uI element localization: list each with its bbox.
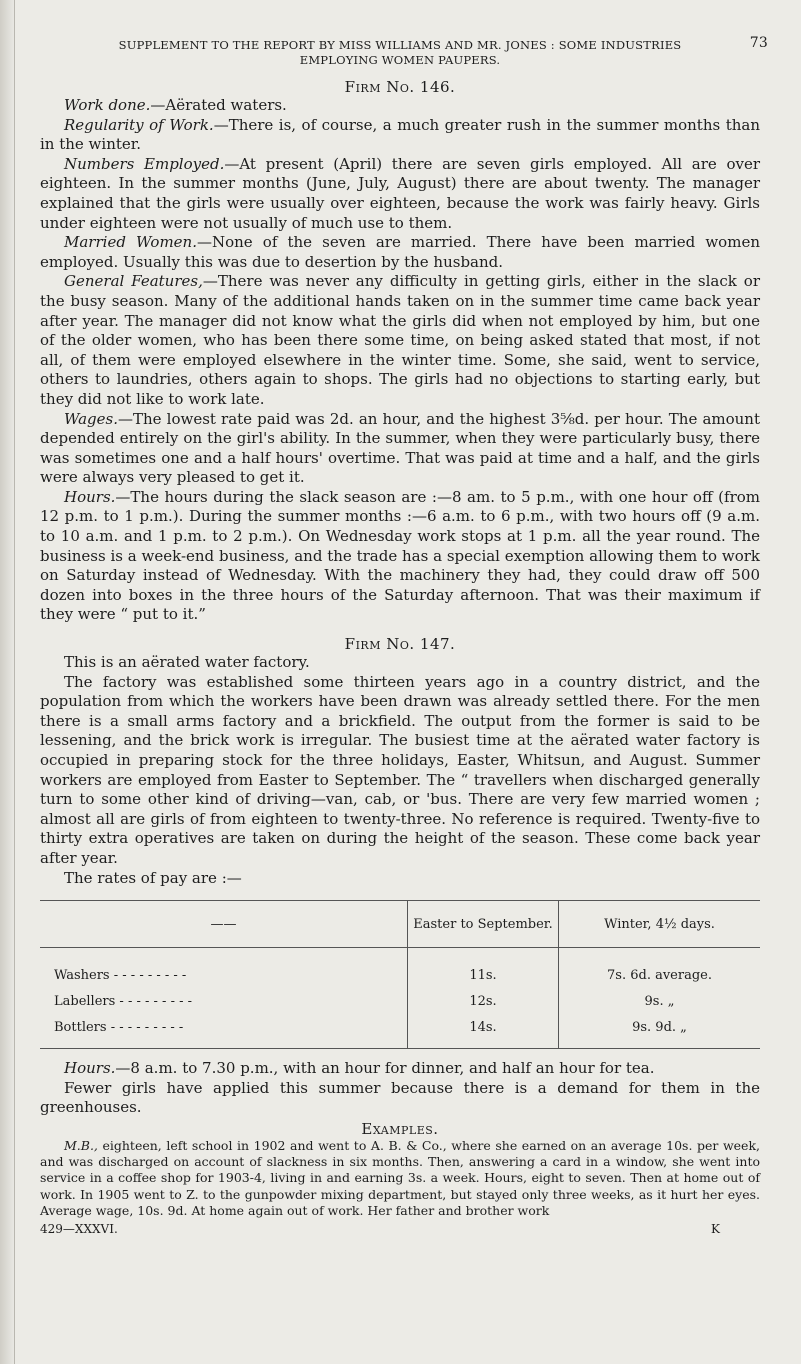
footer-signature-mark: 429—XXXVI.	[40, 1221, 118, 1236]
examples-heading: Examples.	[361, 1119, 439, 1138]
row-label: Labellers - - - - - - - - -	[54, 993, 193, 1009]
example-mb: M.B., eighteen, left school in 1902 and went to A. B. & Co., where she earned on an average 10s. per week, and was discharged on account of slackness in six months. Then, answering a card in a window, she went into service in a coffee shop for 1903-4, living in and earning 3s. a week. Hours, eight to seven. Then at home out of work. In 1905 went to Z. to the gunpowder mixing department, but stayed only three weeks, as it hurt her eyes. Average wage, 10s. 9d. At home again out of work. Her father and brother work	[40, 1137, 760, 1218]
paragraph-factory-details: The factory was established some thirteen years ago in a country district, and the population from which the workers have been drawn was already settled there. For the men there is a small arms factory and a brickfield. The output from the former is said to be lessening, and the brick work is irregular. The busiest time at the aërated water factory is occupied in preparing stock for the three holidays, Easter, Whitsun, and August. Summer workers are employed from Easter to September. The “ travellers when discharged generally turn to some other kind of driving—van, cab, or 'bus. There are very few married women ; almost all are girls of from eighteen to twenty-three. No reference is required. Twenty-five to thirty extra operatives are taken on during the height of the season. These come back year after year.	[40, 672, 760, 867]
paragraph-factory-intro: This is an aërated water factory.	[64, 653, 310, 672]
row-summer-rate: 12s.	[408, 988, 559, 1014]
label-regularity: Regularity of Work.	[64, 115, 214, 134]
label-hours: Hours.	[64, 487, 116, 506]
label-general-features: General Features,	[64, 272, 203, 291]
table-header-blank: ——	[40, 901, 408, 948]
table-row	[40, 988, 760, 1014]
row-label: Bottlers - - - - - - - - -	[40, 1014, 408, 1049]
label-married-women: Married Women.	[64, 233, 197, 252]
label-hours-147: Hours.	[64, 1059, 116, 1078]
row-winter-rate: 9s. 9d. „	[559, 1014, 761, 1049]
table-header-winter: Winter, 4½ days.	[559, 901, 761, 948]
row-label: Washers - - - - - - - - -	[54, 967, 187, 983]
paragraph-general-features: General Features,—There was never any difficulty in getting girls, either in the slack or the busy season. Many of the additional hands taken on in the summer time came back year after year. The manager did not know what the girls did when not employed by him, but one of the older women, who has been there some time, on being asked stated that most, if not all, of them were employed elsewhere in the winter time. Some, she said, went to service, others to laundries, others again to shops. The girls had no objections to starting early, but they did not like to work late.	[40, 272, 760, 408]
firm-146-heading: Firm No. 146.	[344, 78, 456, 96]
page-footer	[40, 1222, 760, 1236]
firm-147-heading: Firm No. 147.	[344, 635, 456, 654]
row-winter-rate: 7s. 6d. average.	[607, 967, 712, 983]
paragraph-married-women: Married Women.—None of the seven are married. There have been married women employed. Usually this was due to desertion by the husband.	[40, 233, 760, 271]
table-header-summer: Easter to September.	[408, 901, 559, 948]
row-summer-rate: 11s.	[408, 948, 559, 989]
row-summer-rate: 14s.	[408, 1014, 559, 1049]
label-work-done: Work done.	[64, 96, 151, 114]
paragraph-hours: Hours.—The hours during the slack season are :—8 am. to 5 p.m., with one hour off (from 12 p.m. to 1 p.m.). During the summer months :—6 a.m. to 6 p.m., with two hours off (9 a.m. to 10 a.m. and 1 p.m. to 2 p.m.). On Wednesday work stops at 1 p.m. all the year round. The business is a week-end business, and the trade has a special exemption allowing them to work on Saturday instead of Wednesday. With the machinery they had, they could draw off 500 dozen into boxes in the three hours of the Saturday afternoon. That was their maximum if they were “ put to it.”	[40, 487, 760, 624]
paragraph-regularity: Regularity of Work.—There is, of course, a much greater rush in the summer months than in the winter.	[40, 115, 760, 154]
label-numbers-employed: Numbers Employed.	[64, 154, 225, 173]
footer-sheet-letter: K	[711, 1221, 720, 1236]
label-wages: Wages.	[64, 409, 119, 428]
paragraph-work-done: Work done.—Aërated waters.	[64, 96, 287, 114]
table-row	[40, 948, 760, 989]
running-header-line1: SUPPLEMENT TO THE REPORT BY MISS WILLIAMS AND MR. JONES : SOME INDUSTRIES	[118, 38, 682, 52]
paragraph-fewer-girls: Fewer girls have applied this summer because there is a demand for them in the greenhouses.	[40, 1078, 760, 1117]
pay-rates-table	[40, 900, 760, 1049]
page-fold-line	[14, 0, 15, 1364]
page-left-edge-shadow	[0, 0, 14, 1364]
paragraph-hours-147: Hours.—8 a.m. to 7.30 p.m., with an hour for dinner, and half an hour for tea.	[64, 1059, 655, 1078]
paragraph-wages: Wages.—The lowest rate paid was 2d. an hour, and the highest 3⅝d. per hour. The amount depended entirely on the girl's ability. In the summer, when they were particularly busy, there was sometimes one and a half hours' overtime. That was paid at time and a half, and the girls were always very pleased to get it.	[40, 409, 760, 487]
table-row	[40, 1014, 760, 1049]
running-header	[40, 35, 768, 53]
paragraph-rates-intro: The rates of pay are :—	[64, 868, 242, 887]
running-header-line2: EMPLOYING WOMEN PAUPERS.	[299, 53, 501, 67]
document-page	[40, 35, 768, 1236]
table-header-row	[40, 901, 760, 948]
paragraph-numbers-employed: Numbers Employed.—At present (April) there are seven girls employed. All are over eighteen. In the summer months (June, July, August) there are about twenty. The manager explained that the girls were usually over eighteen, because the work was fairly heavy. Girls under eighteen were not usually of much use to them.	[40, 154, 760, 232]
page-number: 73	[749, 35, 768, 51]
label-mb: M.B.,	[64, 1137, 98, 1153]
row-winter-rate: 9s. „	[644, 993, 675, 1009]
